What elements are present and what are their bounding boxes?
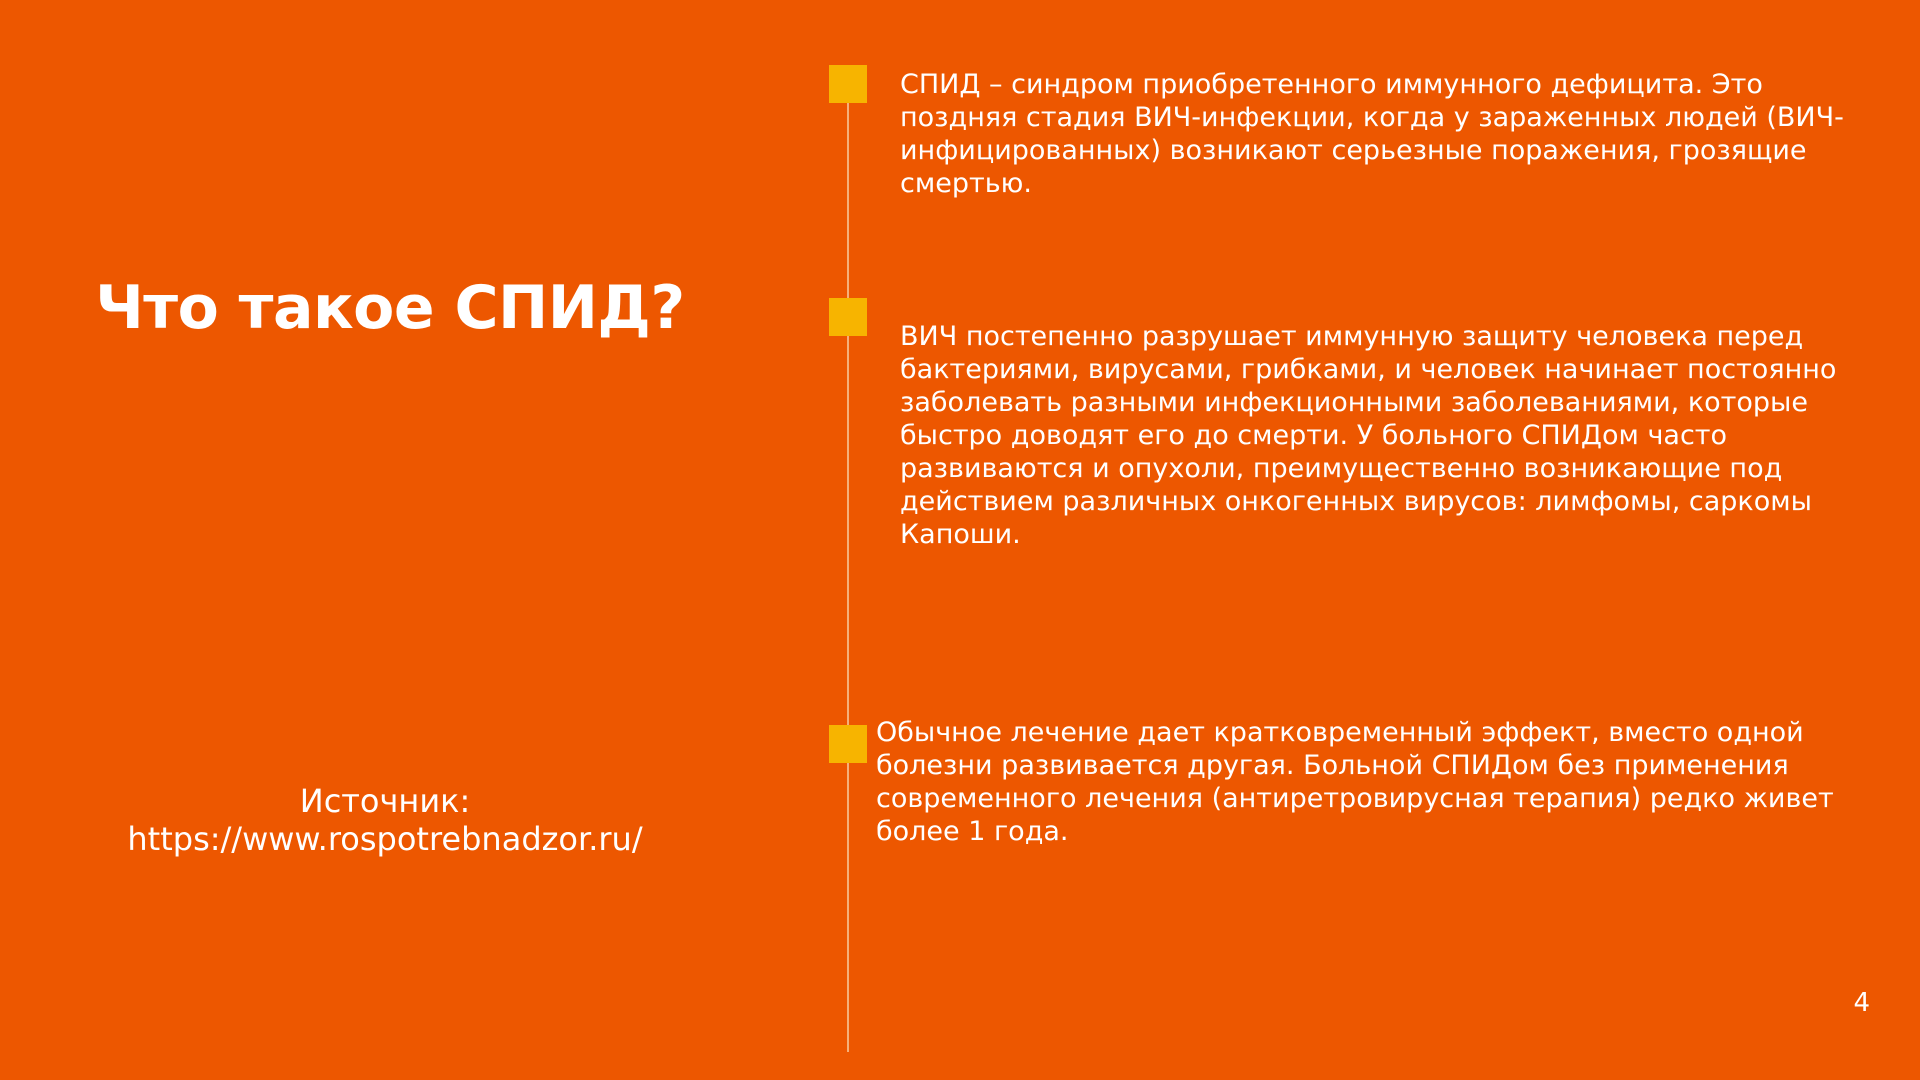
- timeline-marker-2: [829, 298, 867, 336]
- timeline-item-text-1: СПИД – синдром приобретенного иммунного дефицита. Это поздняя стадия ВИЧ-инфекции, когда у зараженных людей (ВИЧ-инфицированных) возникают серьезные поражения, грозящие смертью.: [900, 69, 1844, 199]
- source-block: [40, 782, 730, 858]
- timeline-line: [847, 84, 849, 1052]
- timeline-item-text-2: ВИЧ постепенно разрушает иммунную защиту человека перед бактериями, вирусами, грибками, и человек начинает постоянно заболевать разными инфекционными заболеваниями, которые быстро доводят его до смерти. У больного СПИДом часто развиваются и опухоли, преимущественно возникающие под действием различных онкогенных вирусов: лимфомы, саркомы Капоши.: [900, 321, 1837, 550]
- timeline-item-text-3: Обычное лечение дает кратковременный эффект, вместо одной болезни развивается другая. Больной СПИДом без применения современного лечения (антиретровирусная терапия) редко живет более 1 года.: [876, 717, 1834, 847]
- page-number: 4: [1853, 988, 1870, 1018]
- timeline-marker-1: [829, 65, 867, 103]
- timeline-marker-3: [829, 725, 867, 763]
- slide-title: Что такое СПИД?: [95, 273, 685, 343]
- source-url: https://www.rospotrebnadzor.ru/: [127, 820, 643, 858]
- source-label: Источник:: [299, 782, 471, 820]
